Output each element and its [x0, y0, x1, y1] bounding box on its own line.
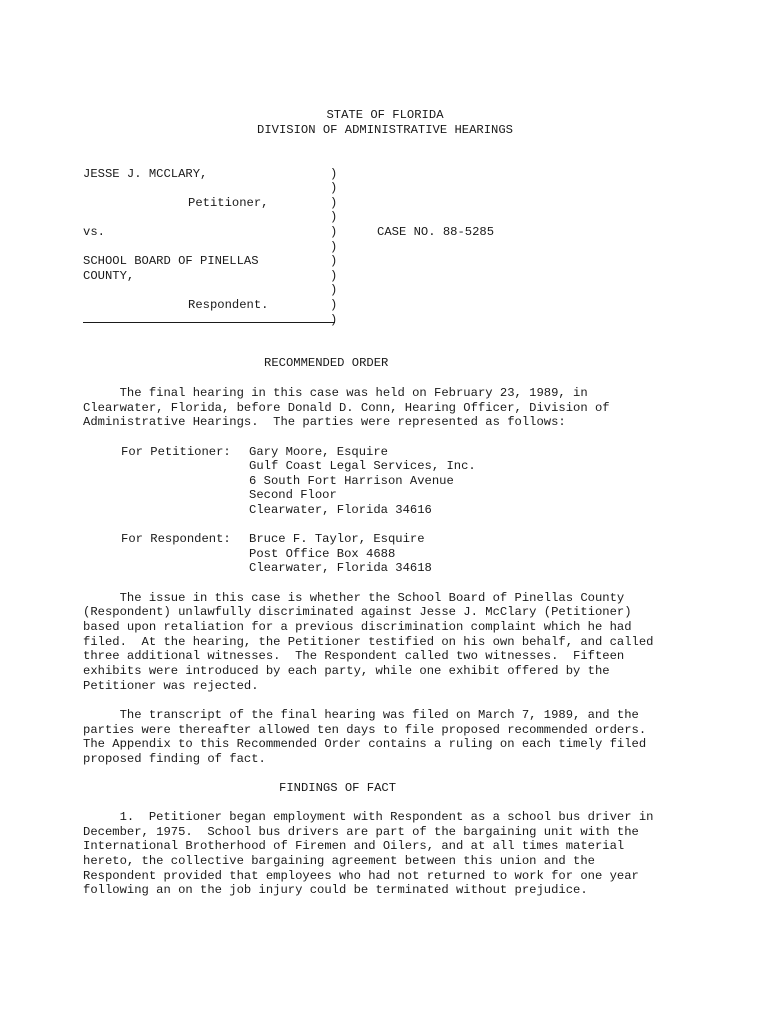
- caption-bracket: ): [330, 298, 338, 312]
- petitioner-counsel-line: Gulf Coast Legal Services, Inc.: [249, 459, 476, 473]
- caption-bracket: ): [330, 313, 338, 327]
- division-heading: DIVISION OF ADMINISTRATIVE HEARINGS: [257, 123, 513, 137]
- respondent-name-line1: SCHOOL BOARD OF PINELLAS: [83, 254, 259, 268]
- petitioner-role: Petitioner,: [188, 196, 269, 210]
- paragraph-line: Respondent provided that employees who had not returned to work for one year: [83, 869, 639, 883]
- respondent-counsel-line: Bruce F. Taylor, Esquire: [249, 532, 425, 546]
- state-heading: STATE OF FLORIDA: [326, 108, 444, 122]
- paragraph-line: exhibits were introduced by each party, while one exhibit offered by the: [83, 664, 610, 678]
- respondent-name-line2: COUNTY,: [83, 269, 135, 283]
- caption-bracket: ): [330, 210, 338, 224]
- paragraph-line: The Appendix to this Recommended Order contains a ruling on each timely filed: [83, 737, 647, 751]
- paragraph-line: following an on the job injury could be terminated without prejudice.: [83, 883, 588, 897]
- respondent-counsel-line: Post Office Box 4688: [249, 547, 396, 561]
- caption-bracket: ): [330, 225, 338, 239]
- caption-bracket: ): [330, 283, 338, 297]
- caption-bracket: ): [330, 167, 338, 181]
- versus: vs.: [83, 225, 105, 239]
- paragraph-line: hereto, the collective bargaining agreement between this union and the: [83, 854, 595, 868]
- paragraph-line: Administrative Hearings. The parties were represented as follows:: [83, 415, 566, 429]
- paragraph-line: Petitioner was rejected.: [83, 679, 259, 693]
- caption-bracket: ): [330, 254, 338, 268]
- petitioner-counsel-line: Second Floor: [249, 488, 337, 502]
- paragraph-line: International Brotherhood of Firemen and Oilers, and at all times material: [83, 839, 625, 853]
- petitioner-counsel-label: For Petitioner:: [121, 445, 231, 459]
- petitioner-name: JESSE J. MCCLARY,: [83, 167, 208, 181]
- paragraph-line: The issue in this case is whether the School Board of Pinellas County: [83, 591, 625, 605]
- caption-underline: [83, 322, 335, 323]
- case-number: CASE NO. 88-5285: [377, 225, 495, 239]
- paragraph-line: three additional witnesses. The Respondent called two witnesses. Fifteen: [83, 649, 625, 663]
- respondent-counsel-label: For Respondent:: [121, 532, 231, 546]
- petitioner-counsel-line: Gary Moore, Esquire: [249, 445, 388, 459]
- paragraph-line: filed. At the hearing, the Petitioner testified on his own behalf, and called: [83, 635, 654, 649]
- findings-title: FINDINGS OF FACT: [279, 781, 397, 795]
- paragraph-line: 1. Petitioner began employment with Respondent as a school bus driver in: [83, 810, 654, 824]
- paragraph-line: proposed finding of fact.: [83, 752, 266, 766]
- paragraph-line: The final hearing in this case was held on February 23, 1989, in: [83, 386, 588, 400]
- caption-bracket: ): [330, 269, 338, 283]
- paragraph-line: December, 1975. School bus drivers are part of the bargaining unit with the: [83, 825, 639, 839]
- caption-bracket: ): [330, 196, 338, 210]
- paragraph-line: based upon retaliation for a previous discrimination complaint which he had: [83, 620, 632, 634]
- respondent-counsel-line: Clearwater, Florida 34618: [249, 561, 432, 575]
- paragraph-line: The transcript of the final hearing was filed on March 7, 1989, and the: [83, 708, 639, 722]
- paragraph-line: parties were thereafter allowed ten days to file proposed recommended orders.: [83, 723, 647, 737]
- caption-bracket: ): [330, 240, 338, 254]
- paragraph-line: Clearwater, Florida, before Donald D. Conn, Hearing Officer, Division of: [83, 401, 610, 415]
- respondent-role: Respondent.: [188, 298, 269, 312]
- order-title: RECOMMENDED ORDER: [264, 356, 389, 370]
- caption-bracket: ): [330, 181, 338, 195]
- petitioner-counsel-line: Clearwater, Florida 34616: [249, 503, 432, 517]
- paragraph-line: (Respondent) unlawfully discriminated against Jesse J. McClary (Petitioner): [83, 605, 632, 619]
- petitioner-counsel-line: 6 South Fort Harrison Avenue: [249, 474, 454, 488]
